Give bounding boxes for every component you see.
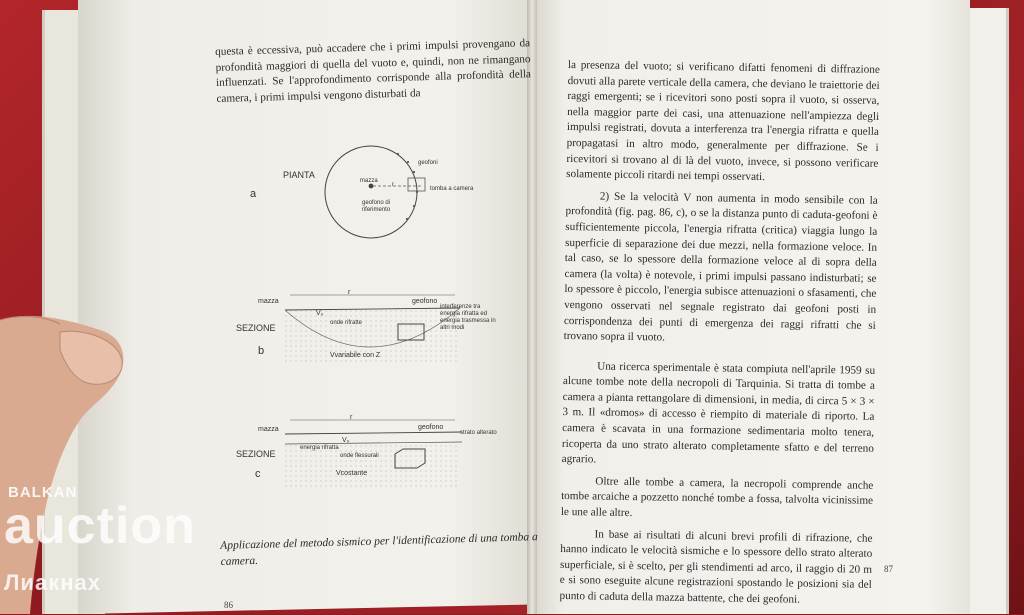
figure-c-letter: c (255, 468, 261, 480)
figure-c-label-vcostante: Vcostante (336, 470, 368, 477)
figure-c-label-geofono: geofono (418, 424, 444, 431)
figure-a-heading: PIANTA (283, 170, 315, 180)
figure-b-heading: SEZIONE (236, 323, 276, 333)
watermark-balkan: BALKAN (8, 484, 78, 501)
figure-b-label-geofono: geofono (412, 298, 438, 305)
figure-b-label-onde: onde rifratte (330, 320, 363, 326)
right-paragraph-4: Oltre alle tombe a camera, la necropoli comprende anche tombe arcaiche a pozzetto nonché tombe a fossa, talvolta vicinissime le une alle altre. (560, 475, 874, 520)
hand-photo (0, 300, 130, 614)
figure-a-label-mazza: mazza (360, 178, 378, 184)
figure-b-label-vvariabile: Vvariabile con Z (330, 352, 381, 359)
figure-c-label-energia: energia rifratta (300, 445, 339, 451)
figure-b-label-v0: V₀ (316, 310, 324, 317)
left-page-number: 86 (224, 600, 233, 610)
right-paragraph-1: la presenza del vuoto; si verificano difatti fenomeni di diffrazione dovuti alla parete verticale della camera, che deviano le traiettorie dei raggi emergenti; se i ricevitori sono posti sopra il vuoto, si osserva, nella maggior parte dei casi, una attenuazione nell'ampiezza degli impulsi registrati, dovuta a interferenza tra l'energia rifratta e quella propagatasi in altro modo, generalmente per diffrazione. Se i ricevitori si trovano al di là del vuoto, invece, si possono verificare solamente piccoli ritardi nei tempi osservati. (566, 58, 880, 184)
right-paragraph-5: In base ai risultati di alcuni brevi profili di rifrazione, che hanno indicato le velocità sismiche e lo spessore dello strato alterato superficiale, si è scelto, per gli stendimenti ad arco, il raggio di 20 m e si sono eseguite alcune registrazioni spostando le posizioni sia del punto di caduta della mazza battente, che dei geofoni. (559, 528, 873, 606)
figure-b-letter: b (258, 345, 265, 357)
figure-a-letter: a (250, 188, 257, 200)
right-paragraph-3: Una ricerca sperimentale è stata compiuta nell'aprile 1959 su alcune tombe note della necropoli di Tarquinia. Si tratta di tombe a camera a pianta rettangolare di dimensioni, in media, di circa 5 × 3 × 3 m. Il «dromos» di accesso è riempito di materiale di riporto. La camera è scavata in una formazione sedimentaria molto tenera, ricoperta da uno strato alterato completamente sfatto e del terreno agrario. (561, 360, 876, 466)
figure-c-label-strato: strato alterato (460, 430, 497, 436)
figure-caption: Applicazione del metodo sismico per l'identificazione di una tomba a camera. (220, 531, 538, 568)
figure-a-label-geofono-rif: geofono di riferimento (361, 200, 391, 213)
figure-a-label-tomba: tomba a camera (430, 186, 474, 192)
figure-a-label-geofoni: geofoni (418, 160, 438, 166)
figure-c-label-r: r (350, 414, 353, 421)
figure-a-label-r: r (392, 182, 394, 188)
figure-a-drawing (250, 140, 480, 250)
right-page-text (559, 58, 880, 615)
watermark-cyrillic: Лиакнах (4, 570, 101, 595)
figure-b-label-r: r (348, 289, 351, 296)
watermark-auction: auction (4, 497, 196, 555)
figure-c-heading: SEZIONE (236, 449, 276, 459)
figure-c-label-mazza: mazza (258, 426, 279, 433)
figure-b-label-mazza: mazza (258, 298, 279, 305)
right-paragraph-2: 2) Se la velocità V non aumenta in modo sensibile con la profondità (fig. pag. 86, c), o se la distanza punto di caduta-geofoni è sufficientemente piccola, l'energia rifratta (critica) viaggia lungo la superficie di separazione dei due mezzi, nella formazione veloce. In tal caso, se lo spessore della formazione veloce al di sopra della camera (la volta) è notevole, i primi impulsi passano indisturbati; se lo spessore è piccolo, l'energia subisce attenuazioni o sfasamenti, che vengono osservati nel segnale registrato dai geofoni posti in corrispondenza dei punti di emergenza dei raggi rifratti che si trovano sopra il vuoto. (563, 190, 878, 344)
figure-c-label-onde: onde flessurali (340, 453, 379, 459)
figure-c-label-v0: V₀ (342, 437, 350, 444)
left-page-paragraph: questa è eccessiva, può accadere che i primi impulsi provengano da profondità maggiori di quella del vuoto e, quindi, non ne rimangano influenzati. Se l'approfondimento corrisponde alla profondità della camera, i primi impulsi vengono disturbati da (215, 37, 532, 105)
figure-b-label-interferenze: interferenze tra energia rifratta ed energia trasmessa in altri modi (440, 304, 496, 331)
right-page-number: 87 (884, 564, 893, 574)
